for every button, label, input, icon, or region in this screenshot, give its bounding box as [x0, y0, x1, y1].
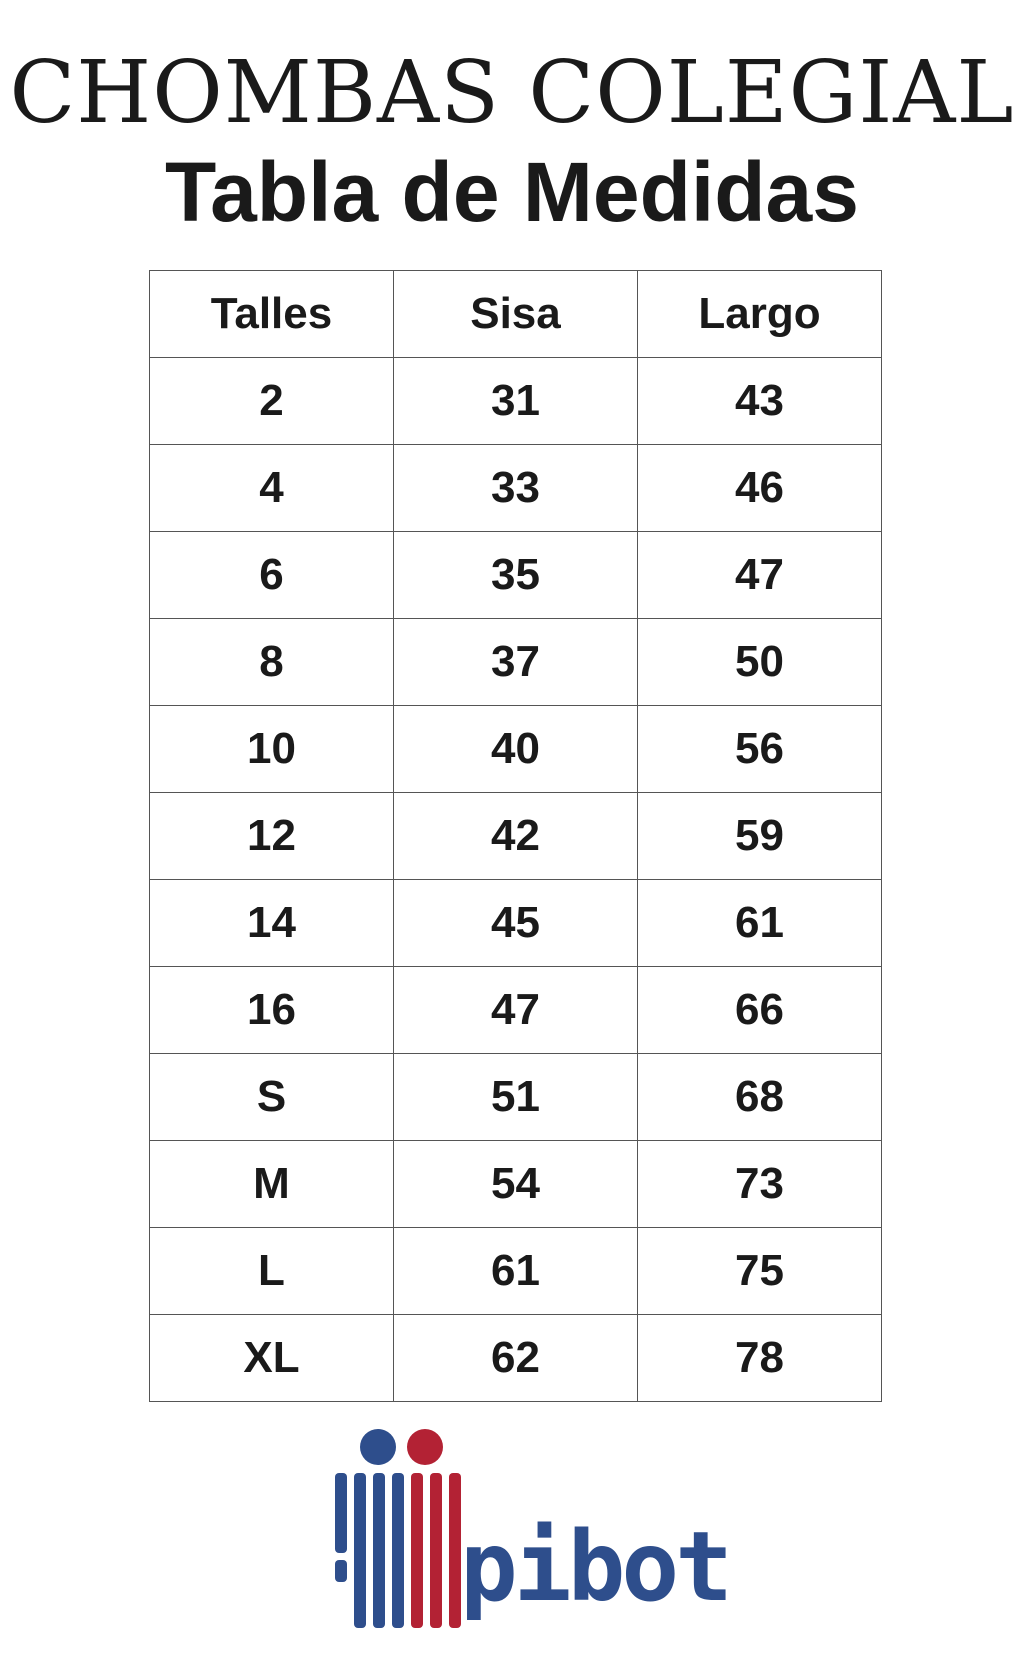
- cell-largo: 59: [638, 793, 882, 880]
- cell-sisa: 51: [394, 1054, 638, 1141]
- cell-largo: 43: [638, 358, 882, 445]
- cell-sisa: 62: [394, 1315, 638, 1402]
- cell-talle: 4: [150, 445, 394, 532]
- page-subtitle: Tabla de Medidas: [165, 145, 859, 239]
- table-row: [150, 706, 882, 793]
- cell-sisa: 31: [394, 358, 638, 445]
- cell-largo: 68: [638, 1054, 882, 1141]
- logo-figures-icon: [335, 1429, 461, 1628]
- cell-talle: L: [150, 1228, 394, 1315]
- cell-largo: 78: [638, 1315, 882, 1402]
- cell-talle: 12: [150, 793, 394, 880]
- table-row: [150, 445, 882, 532]
- logo-text: pibot: [460, 1511, 729, 1623]
- column-header-largo: Largo: [638, 271, 882, 358]
- cell-largo: 61: [638, 880, 882, 967]
- pibot-logo: [330, 1425, 729, 1630]
- table-row: [150, 1315, 882, 1402]
- cell-talle: 8: [150, 619, 394, 706]
- cell-sisa: 33: [394, 445, 638, 532]
- page-title: CHOMBAS COLEGIAL: [9, 43, 1015, 143]
- cell-talle: 6: [150, 532, 394, 619]
- cell-sisa: 47: [394, 967, 638, 1054]
- cell-talle: 10: [150, 706, 394, 793]
- cell-talle: XL: [150, 1315, 394, 1402]
- table-row: [150, 358, 882, 445]
- table-row: [150, 1054, 882, 1141]
- cell-talle: 2: [150, 358, 394, 445]
- column-header-sisa: Sisa: [394, 271, 638, 358]
- cell-sisa: 61: [394, 1228, 638, 1315]
- cell-sisa: 35: [394, 532, 638, 619]
- cell-largo: 50: [638, 619, 882, 706]
- cell-largo: 73: [638, 1141, 882, 1228]
- cell-sisa: 40: [394, 706, 638, 793]
- cell-talle: M: [150, 1141, 394, 1228]
- cell-talle: 14: [150, 880, 394, 967]
- cell-sisa: 45: [394, 880, 638, 967]
- size-table: [149, 270, 882, 1402]
- cell-sisa: 54: [394, 1141, 638, 1228]
- cell-talle: 16: [150, 967, 394, 1054]
- cell-largo: 56: [638, 706, 882, 793]
- table-row: [150, 619, 882, 706]
- cell-largo: 75: [638, 1228, 882, 1315]
- cell-sisa: 42: [394, 793, 638, 880]
- table-row: [150, 532, 882, 619]
- cell-talle: S: [150, 1054, 394, 1141]
- table-row: [150, 1141, 882, 1228]
- table-row: [150, 880, 882, 967]
- cell-sisa: 37: [394, 619, 638, 706]
- table-header-row: [150, 271, 882, 358]
- table-row: [150, 1228, 882, 1315]
- cell-largo: 47: [638, 532, 882, 619]
- table-row: [150, 967, 882, 1054]
- table-row: [150, 793, 882, 880]
- cell-largo: 66: [638, 967, 882, 1054]
- cell-largo: 46: [638, 445, 882, 532]
- column-header-talles: Talles: [150, 271, 394, 358]
